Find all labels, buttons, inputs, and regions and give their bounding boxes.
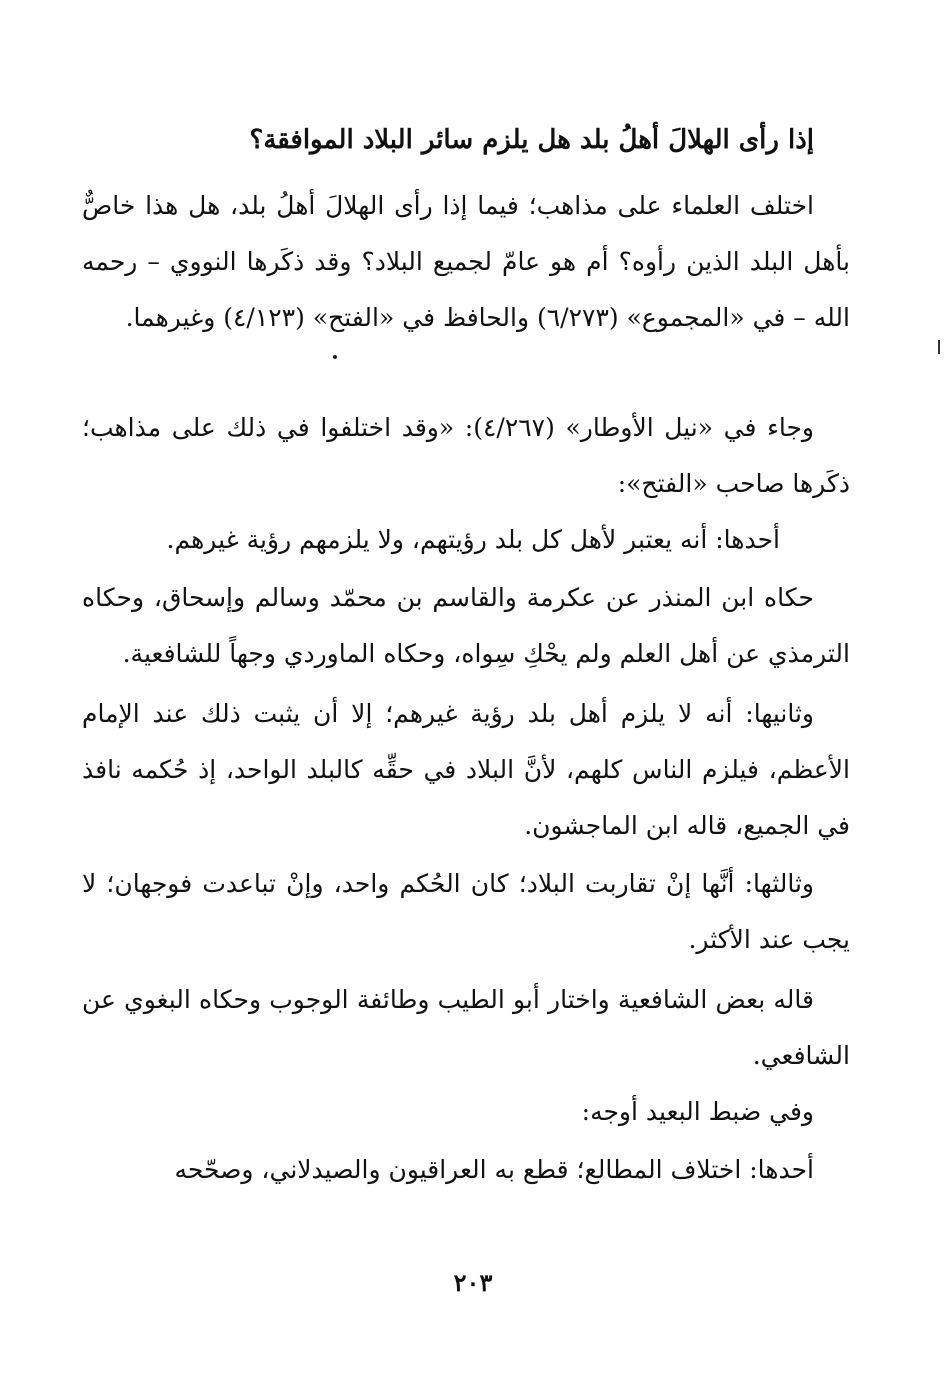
paragraph-9: أحدها: اختلاف المطالع؛ قطع به العراقيون والصيدلاني، وصحّحه bbox=[174, 1155, 814, 1184]
paragraph-1: اختلف العلماء على مذاهب؛ فيما إذا رأى الهلالَ أهلُ بلد، هل هذا خاصٌّ بأهل البلد الذين رأوه؟ أم هو عامّ لجميع البلاد؟ وقد ذكَرها النووي – رحمه الله – في «المجموع» (٦/٢٧٣) والحافظ في «الفتح» (٤/١٢٣) وغيرهما. bbox=[82, 191, 850, 332]
section-heading: إذا رأى الهلالَ أهلُ بلد هل يلزم سائر البلاد الموافقة؟ bbox=[249, 125, 814, 155]
paragraph-6: وثالثها: أنَّها إنْ تقاربت البلاد؛ كان الحُكم واحد، وإنْ تباعدت فوجهان؛ لا يجب عند الأكثر. bbox=[82, 869, 850, 954]
paragraph-2: وجاء في «نيل الأوطار» (٤/٢٦٧): «وقد اختلفوا في ذلك على مذاهب؛ ذكَرها صاحب «الفتح»: bbox=[82, 413, 850, 498]
page-number: ٢٠٣ bbox=[453, 1268, 493, 1297]
paragraph-3: أحدها: أنه يعتبر لأهل كل بلد رؤيتهم، ولا يلزمهم رؤية غيرهم. bbox=[166, 525, 780, 554]
paragraph-7: قاله بعض الشافعية واختار أبو الطيب وطائفة الوجوب وحكاه البغوي عن الشافعي. bbox=[82, 985, 850, 1070]
paragraph-4: حكاه ابن المنذر عن عكرمة والقاسم بن محمّد وسالم وإسحاق، وحكاه الترمذي عن أهل العلم ولم يحْكِ سِواه، وحكاه الماوردي وجهاً للشافعية. bbox=[82, 583, 850, 668]
paragraph-8: وفي ضبط البعيد أوجه: bbox=[581, 1097, 814, 1126]
edge-mark bbox=[938, 340, 940, 354]
stray-dot-mark bbox=[333, 355, 337, 359]
paragraph-5: وثانيها: أنه لا يلزم أهل بلد رؤية غيرهم؛ إلا أن يثبت ذلك عند الإمام الأعظم، فيلزم الناس كلهم، لأنَّ البلاد في حقِّه كالبلد الواحد، إذ حُكمه نافذ في الجميع، قاله ابن الماجشون. bbox=[82, 699, 850, 840]
